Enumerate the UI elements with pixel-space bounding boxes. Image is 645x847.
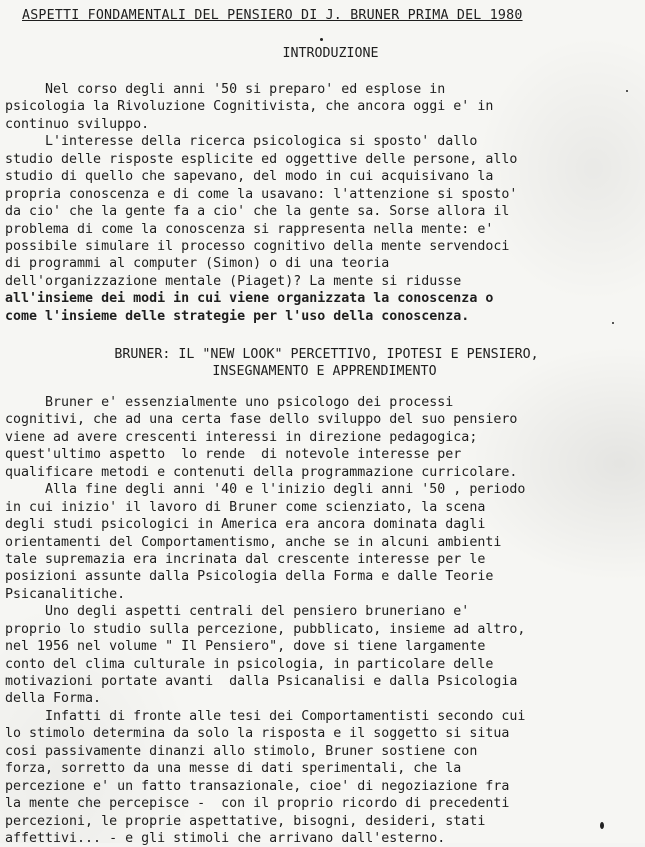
- text-line: lo stimolo determina da solo la risposta e il soggetto si situa: [5, 726, 510, 742]
- scan-speck: [612, 322, 614, 324]
- text-line: forza, sorretto da una messe di dati sperimentali, che la: [5, 761, 462, 777]
- text-line: Nel corso degli anni '50 si preparo' ed esplose in: [5, 82, 446, 97]
- text-line: tale supremazia era incrinata dal crescente interesse per le: [5, 551, 486, 567]
- scan-speck: [626, 90, 628, 92]
- text-line: studio delle risposte esplicite ed oggettive delle persone, allo: [5, 151, 518, 167]
- text-line: della Forma.: [5, 691, 102, 707]
- text-line: proprio lo studio sulla percezione, pubblicato, insieme ad altro,: [5, 621, 526, 637]
- text-line: in cui inizio' il lavoro di Bruner come scienziato, la scena: [5, 499, 486, 515]
- bruner-paragraphs: [5, 394, 645, 847]
- text-line: degli studi psicologici in America era ancora dominata dagli: [5, 517, 486, 533]
- text-line: la mente che percepisce - con il proprio ricordo di precedenti: [5, 796, 510, 812]
- text-line: viene ad avere crescenti interessi in direzione pedagogica;: [5, 429, 478, 445]
- text-line: cosi passivamente dinanzi allo stimolo, Bruner sostiene con: [5, 743, 478, 759]
- text-line: studio di quello che sapevano, del modo in cui acquisivano la: [5, 169, 494, 185]
- text-line: Bruner e' essenzialmente uno psicologo dei processi: [5, 395, 454, 410]
- text-line: propria conoscenza e di come la usavano: l'attenzione si sposto': [5, 186, 518, 202]
- text-line: problema di come la conoscenza si rappresenta nella mente: e': [5, 221, 494, 237]
- text-line: percezioni, le proprie aspettative, bisogni, desideri, stati: [5, 813, 486, 829]
- section-heading-bruner: BRUNER: IL "NEW LOOK" PERCETTIVO, IPOTESI E PENSIERO,: [114, 347, 539, 362]
- text-line: come l'insieme delle strategie per l'uso della conoscenza.: [5, 308, 470, 324]
- scan-speck: [600, 822, 604, 829]
- text-line: Psicanalitiche.: [5, 586, 126, 602]
- text-line: Uno degli aspetti centrali del pensiero bruneriano e': [5, 604, 470, 620]
- text-line: Alla fine degli anni '40 e l'inizio degli anni '50 , periodo: [5, 482, 526, 498]
- text-line: di programmi al computer (Simon) o di una teoria: [5, 256, 390, 272]
- text-line: qualificare metodi e contenuti della programmazione curricolare.: [5, 464, 518, 480]
- text-line: all'insieme dei modi in cui viene organizzata la conoscenza o: [5, 291, 494, 307]
- text-line: psicologia la Rivoluzione Cognitivista, che ancora oggi e' in: [5, 99, 494, 115]
- text-line: continuo sviluppo.: [5, 116, 150, 132]
- text-line: orientamenti del Comportamentismo, anche se in alcuni ambienti: [5, 534, 502, 550]
- text-line: affettivi... - e gli stimoli che arrivano dall'esterno.: [5, 830, 446, 846]
- text-line: possibile simulare il processo cognitivo della mente servendoci: [5, 238, 510, 254]
- text-line: Infatti di fronte alle tesi dei Comportamentisti secondo cui: [5, 708, 526, 724]
- section-heading-bruner-subtitle: INSEGNAMENTO E APPRENDIMENTO: [212, 364, 437, 379]
- section-heading-introduzione: INTRODUZIONE: [282, 46, 379, 61]
- text-line: percezione e' un fatto transazionale, cioe' di negoziazione fra: [5, 778, 510, 794]
- intro-paragraphs: [5, 81, 645, 325]
- text-line: posizioni assunte dalla Psicologia della Forma e dalle Teorie: [5, 569, 494, 585]
- scan-speck: [320, 38, 323, 41]
- text-line: nel 1956 nel volume " Il Pensiero", dove si tiene largamente: [5, 639, 486, 655]
- text-line: cognitivi, che ad una certa fase dello sviluppo del suo pensiero: [5, 412, 518, 428]
- text-line: quest'ultimo aspetto lo rende di notevole interesse per: [5, 447, 462, 463]
- text-line: conto del clima culturale in psicologia, in particolare delle: [5, 656, 494, 672]
- document-title: ASPETTI FONDAMENTALI DEL PENSIERO DI J. BRUNER PRIMA DEL 1980: [22, 8, 523, 23]
- text-line: da cio' che la gente fa a cio' che la gente sa. Sorse allora il: [5, 204, 510, 220]
- text-line: L'interesse della ricerca psicologica si sposto' dallo: [5, 134, 478, 150]
- text-line: dell'organizzazione mentale (Piaget)? La mente si ridusse: [5, 273, 462, 289]
- text-line: motivazioni portate avanti dalla Psicanalisi e dalla Psicologia: [5, 674, 518, 689]
